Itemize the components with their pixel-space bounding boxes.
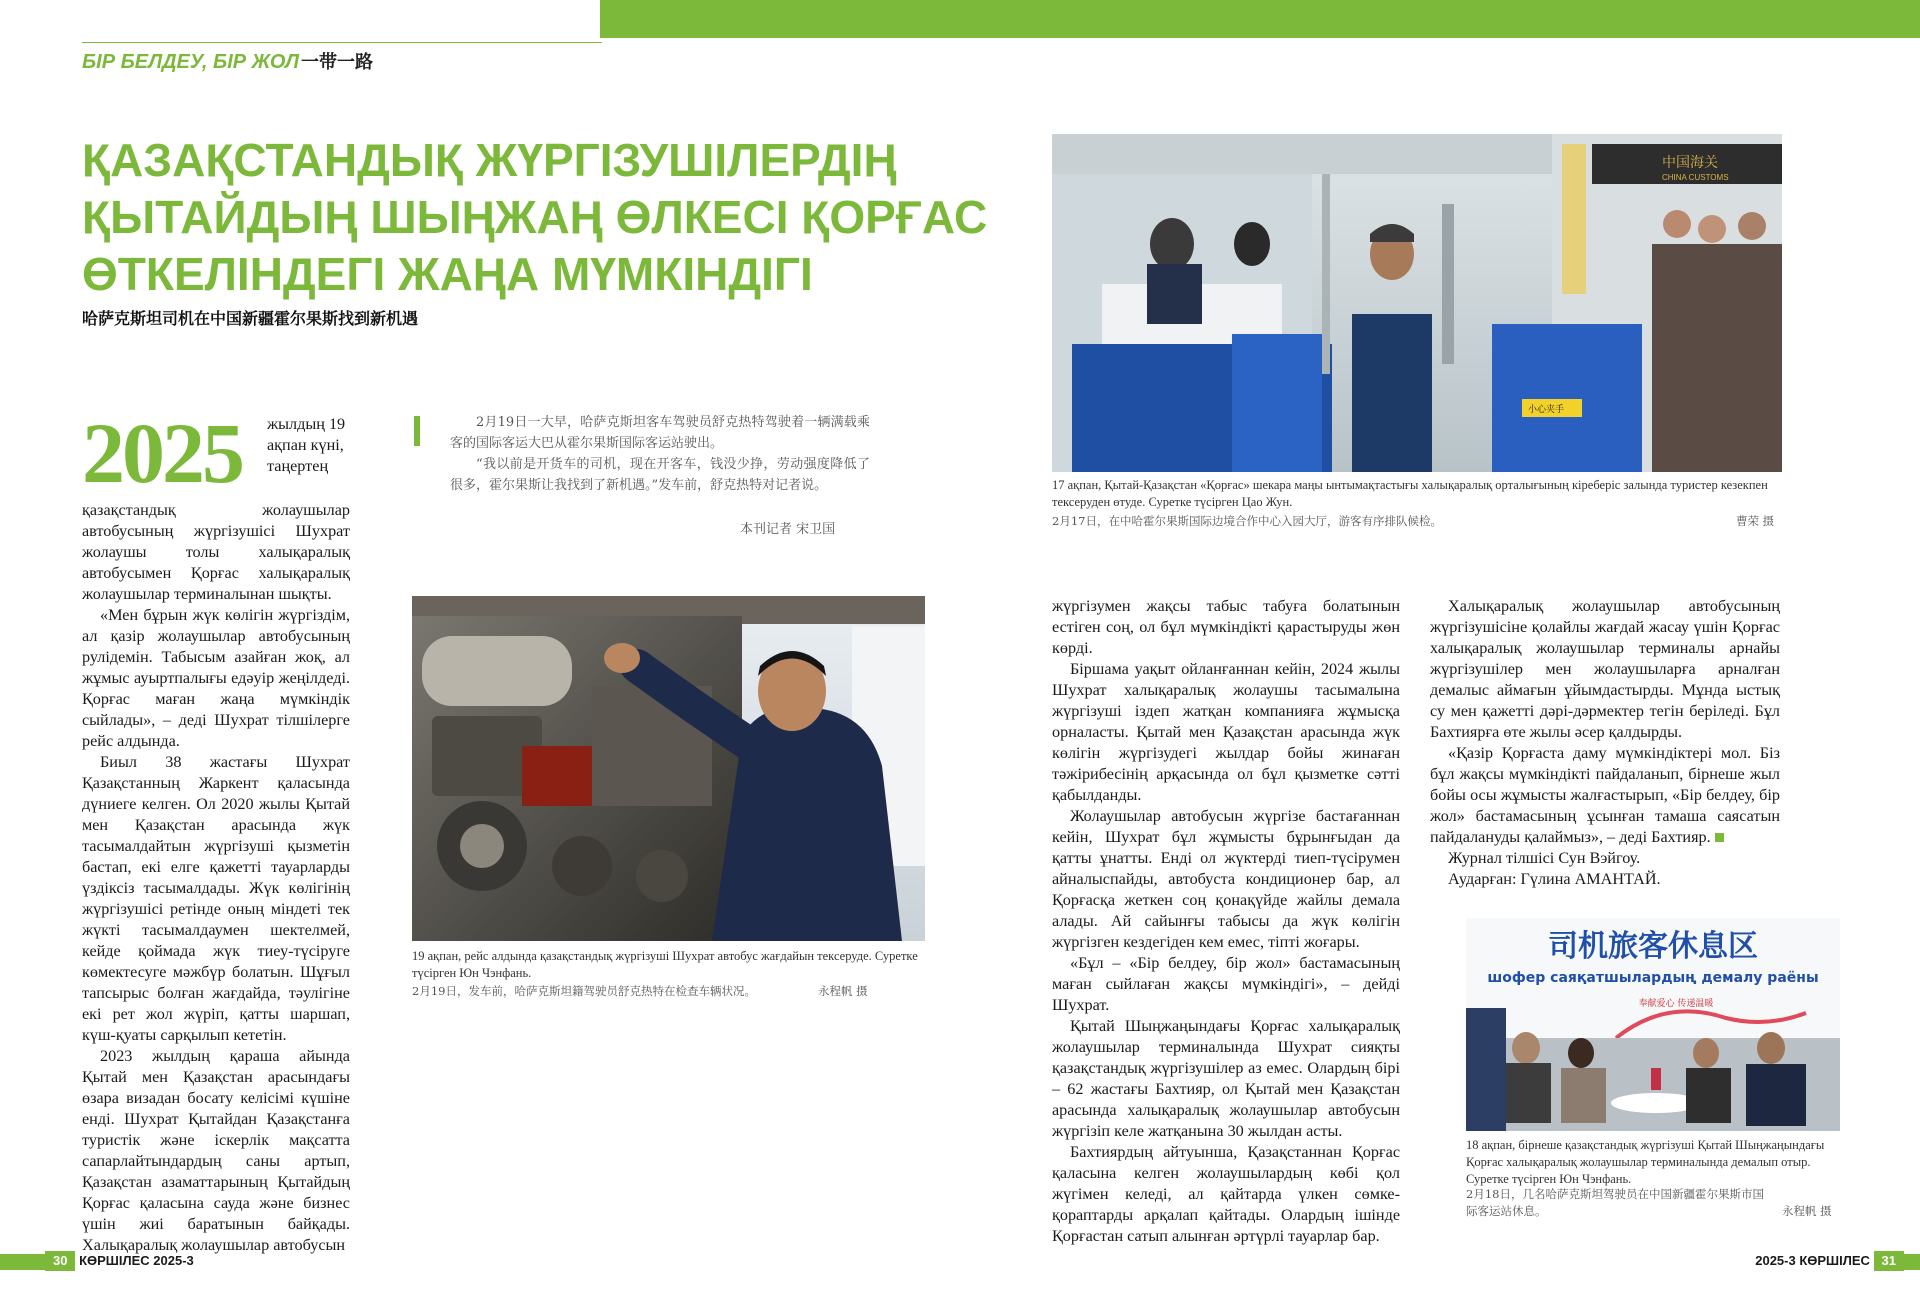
rubric-cn: 一带一路	[300, 52, 373, 72]
photo1-caption-kz: 19 ақпан, рейс алдында қазақстандық жүргізуші Шухрат автобус жағдайын тексеруде. Суретке түсірген Юн Чэнфань.	[412, 949, 918, 980]
page-number-left: 30	[45, 1251, 75, 1271]
dropcap-side-text: жылдың 19 ақпан күні, таңертең	[267, 415, 346, 475]
col4-para-2-text: «Қазір Қорғаста даму мүмкіндіктері мол. Біз бұл жақсы мүмкіндікті пайдаланып, бірнеше жыл бойы осы жұмысты жалғастырып, «Бір белдеу, бір жол» бастамасының ұсынған тамаша саясатын пайдалануды қалаймыз», – деді Бахтияр.	[1430, 744, 1780, 846]
photo3-sign-kz: шофер саяқатшылардың демалу раёны	[1487, 970, 1819, 986]
column-1	[82, 500, 350, 1256]
footer-left	[45, 1251, 194, 1271]
column-4	[1430, 596, 1780, 890]
photo-customs-hall-image	[1052, 134, 1782, 472]
top-green-bar	[600, 0, 1920, 38]
col1-para-2: «Мен бұрын жүк көлігін жүргіздім, ал қазір жолаушылар автобусының рулідемін. Табысым азайған жоқ, ал жұмыс ауыртпалығы едәуір жеңілдеді. Қорғас маған жаңа мүмкіндік сыйлады», – деді Шухрат тілшілерге рейс алдында.	[82, 606, 350, 750]
col3-para-3: Жолаушылар автобусын жүргізе бастағаннан кейін, Шухрат бұл жұмысты бұрынғыдан да қатты ұнатты. Енді ол жүктерді тиеп-түсірумен айналыспайды, автобуста кондиционер бар, ал Қорғасқа жеткен соң қонақүйде жайлы демала алады. Ай сайынғы табысы да жүк көлігін жүргізген кездегіден кем емес, тіпті жоғары.	[1052, 807, 1400, 951]
photo1-caption-cn: 2月19日，发车前，哈萨克斯坦籍驾驶员舒克热特在检查车辆状况。	[412, 984, 756, 998]
col1-para-1: қазақстандық жолаушылар автобусының жүргізушісі Шухрат жолаушы толы халықаралық автобусымен Қорғас халықаралық жолаушылар терминалынан шықты.	[82, 501, 350, 603]
photo-customs-hall	[1052, 134, 1782, 472]
col4-para-2	[1430, 743, 1780, 848]
photo3-sign-cn: 司机旅客休息区	[1548, 929, 1758, 964]
col3-para-2: Біршама уақыт ойланғаннан кейін, 2024 жылы Шухрат халықаралық жолаушы тасымалына жүргізуші іздеп жатқан компанияға жұмысқа орналасты. Қытай мен Қазақстан арасында жүк көлігін жүргізудегі жылдар бойы жинаған тәжірибесінің арқасында ол бұл қызметке сәтті қабылданды.	[1052, 660, 1400, 804]
photo-driver-engine	[412, 596, 925, 941]
footer-left-text: КӨРШІЛЕС 2025-3	[79, 1253, 194, 1268]
photo2-caption-cn: 2月17日，在中哈霍尔果斯国际边境合作中心入园大厅，游客有序排队候检。	[1052, 514, 1442, 528]
photo3-caption-cn: 2月18日，几名哈萨克斯坦驾驶员在中国新疆霍尔果斯市国际客运站休息。	[1466, 1187, 1764, 1218]
footer-left-bar	[0, 1254, 45, 1270]
quote-cn-para-2: “我以前是开货车的司机，现在开客车，钱没少挣，劳动强度降低了很多，霍尔果斯让我找到了新机遇。”发车前，舒克热特对记者说。	[450, 457, 870, 493]
quote-accent-bar	[414, 416, 420, 446]
photo3-slogan: 奉献爱心 传递温暖	[1638, 999, 1714, 1009]
section-rubric	[82, 48, 373, 74]
col1-para-3: Биыл 38 жастағы Шухрат Қазақстанның Жаркент қаласында дүниеге келген. Ол 2020 жылы Қытай мен Қазақстан арасында жүк тасымалдайтын жүргізуші қызметін бастап, екі елге қажетті тауарларды үздіксіз тасымалдады. Жүк көлігінің жүргізушісі ретінде оның міндеті тек жүкті тасымалдаумен шектелмей, кейде қоймада жүк тиеу-түсіруге көмектесуге мәжбүр болатын. Шұғыл тапсырыс болған жағдайда, тәулігіне екі рет жол жүріп, қатты шаршап, күш-қуаты сарқылып кететін.	[82, 753, 350, 1044]
col3-para-6: Бахтиярдың айтуынша, Қазақстаннан Қорғас қаласына келген жолаушылардың көбі қол жүгімен келеді, ал қайтарда үлкен сөмке-қораптарды арқалап қайтады. Олардың ішінде Қорғастан сатып алынған әртүрлі тауарлар бар.	[1052, 1143, 1400, 1245]
col1-para-4: 2023 жылдың қараша айында Қытай мен Қазақстан арасындағы өзара визадан босату келісімі күшіне енді. Шухрат Қытайдан Қазақстанға туристік және іскерлік мақсатта сапарлайтындардың саны артып, Қазақстан азаматтарының Қытайдың Қорғас қаласына сауда және бизнес үшін жиі баратынын байқады. Халықаралық жолаушылар автобусын	[82, 1047, 350, 1254]
headline-line-3: ӨТКЕЛІНДЕГІ ЖАҢА МҮМКІНДІГІ	[82, 248, 813, 300]
photo2-sign-cn: 中国海关	[1662, 155, 1718, 171]
article-headline	[82, 132, 988, 303]
photo1-credit: 永程帆 摄	[818, 984, 868, 998]
page-number-right: 31	[1874, 1251, 1904, 1271]
col4-para-1: Халықаралық жолаушылар автобусының жүргізушісіне қолайлы жағдай жасау үшін Қорғас халықаралық жолаушылар терминалы арнайы жүргізушілер мен жолаушыларға арналған демалыс аймағын ұйымдастырды. Мұнда ыстық су мен қажетті дәрі-дәрмектер тегін беріледі. Бұл Бахтиярға өте жылы әсер қалдырды.	[1430, 597, 1780, 741]
photo2-sign-en: CHINA CUSTOMS	[1662, 173, 1729, 182]
photo-rest-area	[1466, 918, 1840, 1131]
col3-para-1: жүргізумен жақсы табыс табуға болатынын естіген соң, ол бұл мүмкіндікті қарастыруды жөн көрді.	[1052, 597, 1400, 657]
col3-para-5: Қытай Шыңжаңындағы Қорғас халықаралық жолаушылар терминалында Шухрат сияқты қазақстандық жүргізушілер аз емес. Олардың бірі – 62 жастағы Бахтияр, ол Қытай мен Қазақстан арасында халықаралық жолаушылар автобусын жүргізіп келе жатқанына 30 жылдан асты.	[1052, 1017, 1400, 1140]
dropcap-block	[82, 405, 352, 501]
footer-right	[1755, 1251, 1904, 1271]
headline-line-2: ҚЫТАЙДЫҢ ШЫҢЖАҢ ӨЛКЕСІ ҚОРҒАС	[82, 191, 988, 243]
photo2-warning-sign: 小心夹手	[1528, 405, 1565, 415]
quote-cn-para-1: 2月19日一大早，哈萨克斯坦客车驾驶员舒克热特驾驶着一辆满载乘客的国际客运大巴从霍尔果斯国际客运站驶出。	[450, 415, 870, 451]
subtitle-cn: 哈萨克斯坦司机在中国新疆霍尔果斯找到新机遇	[82, 309, 419, 328]
col4-translator: Аударған: Гүлина АМАНТАЙ.	[1448, 870, 1661, 888]
col4-author: Журнал тілшісі Сун Вэйгоу.	[1448, 849, 1641, 867]
photo3-caption-kz: 18 ақпан, бірнеше қазақстандық жүргізуші Қытай Шыңжаңындағы Қорғас халықаралық жолаушылар терминалында демалып отыр. Суретке түсірген Юн Чэнфань.	[1466, 1138, 1825, 1186]
photo2-caption-kz: 17 ақпан, Қытай-Қазақстан «Қорғас» шекара маңы ынтымақтастығы халықаралық орталығының кіреберіс залында туристер кезекпен тексеруден өтуде. Суретке түсірген Цао Жун.	[1052, 478, 1768, 509]
photo3-credit: 永程帆 摄	[1782, 1204, 1832, 1218]
rubric-rule	[82, 42, 602, 43]
rubric-text: БІР БЕЛДЕУ, БІР ЖОЛ	[82, 51, 299, 73]
quote-cn	[450, 412, 870, 496]
photo2-credit: 曹荣 摄	[1736, 514, 1775, 528]
quote-byline: 本刊记者 宋卫国	[740, 522, 836, 537]
footer-right-bar	[1904, 1254, 1920, 1270]
end-mark	[1715, 833, 1724, 842]
dropcap-year: 2025	[82, 405, 242, 501]
photo-driver-engine-image	[412, 596, 925, 941]
col3-para-4: «Бұл – «Бір белдеу, бір жол» бастамасының маған сыйлаған жақсы мүмкіндігі», – дейді Шухрат.	[1052, 954, 1400, 1014]
headline-line-1: ҚАЗАҚСТАНДЫҚ ЖҮРГІЗУШІЛЕРДІҢ	[82, 134, 897, 186]
column-3	[1052, 596, 1400, 1247]
footer-right-text: 2025-3 КӨРШІЛЕС	[1755, 1253, 1870, 1268]
photo-rest-area-image	[1466, 918, 1840, 1131]
